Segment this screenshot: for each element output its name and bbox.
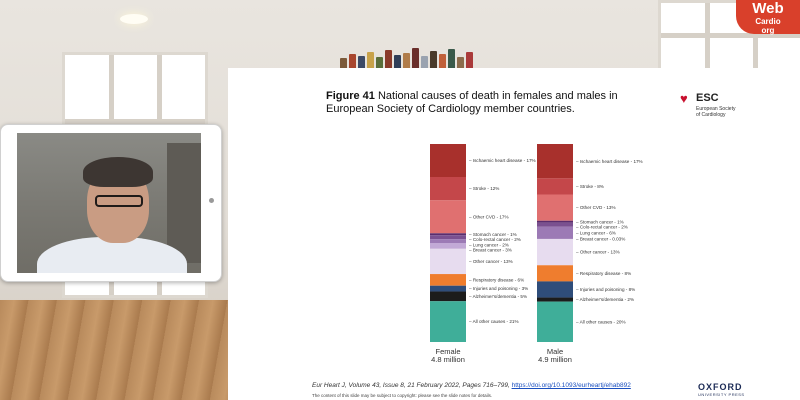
segment-label-female-10: – Alzheimer's/dementia - 5% — [469, 293, 528, 299]
bar-segment-male-11 — [537, 302, 573, 342]
bar-segment-female-8 — [430, 274, 466, 286]
figure-title-text: National causes of death in females and males in European Society of Cardiology member countries. — [326, 90, 618, 115]
bar-segment-male-1 — [537, 178, 573, 194]
figure-label: Figure 41 — [326, 90, 375, 102]
bar-segment-male-4 — [537, 223, 573, 227]
segment-label-female-6: – Breast cancer - 3% — [469, 247, 512, 253]
ceiling-lamp — [120, 14, 148, 24]
bar-segment-female-2 — [430, 200, 466, 233]
segment-label-male-4: – Colo-rectal cancer - 2% — [576, 224, 628, 230]
bookshelf-books — [340, 48, 490, 70]
category-name-male: Male — [546, 347, 564, 356]
segment-label-female-4: – Colo-rectal cancer - 2% — [469, 237, 521, 243]
segment-label-female-8: – Respiratory disease - 6% — [469, 277, 525, 283]
segment-label-male-5: – Lung cancer - 6% — [576, 230, 616, 236]
esc-logo-sub2: of Cardiology — [696, 112, 726, 118]
heart-icon: ♥ — [680, 91, 688, 106]
copyright-note: The content of this slide may be subject to copyright: please see the slide notes for details. — [312, 393, 493, 398]
segment-label-female-7: – Other cancer - 13% — [469, 259, 513, 265]
bar-segment-female-6 — [430, 243, 466, 249]
bar-segment-male-0 — [537, 144, 573, 178]
tablet-camera-icon — [209, 198, 214, 203]
speaker-glasses — [95, 195, 143, 207]
segment-label-male-7: – Other cancer - 13% — [576, 249, 620, 255]
segment-label-female-5: – Lung cancer - 2% — [469, 242, 509, 248]
citation-details: , Volume 43, Issue 8, 21 February 2022, Pages 716–799, — [344, 382, 512, 389]
stacked-bar-chart — [228, 68, 800, 368]
bar-segment-female-11 — [430, 301, 466, 342]
speaker-video-feed[interactable] — [17, 133, 201, 273]
bar-segment-female-9 — [430, 286, 466, 292]
bar-segment-male-7 — [537, 239, 573, 265]
video-tablet-frame — [0, 124, 222, 282]
webcardio-logo[interactable]: Web Cardio org — [736, 0, 800, 34]
segment-label-female-0: – Ischaemic heart disease - 17% — [469, 158, 536, 164]
bar-segment-male-9 — [537, 281, 573, 297]
oxford-logo-line2: UNIVERSITY PRESS — [698, 392, 745, 397]
bar-segment-male-2 — [537, 194, 573, 220]
bar-segment-female-4 — [430, 235, 466, 239]
segment-label-female-2: – Other CVD - 17% — [469, 214, 509, 220]
oxford-logo — [698, 382, 758, 397]
bar-segment-female-10 — [430, 292, 466, 302]
esc-logo-sub1: European Society — [696, 106, 736, 112]
bar-segment-female-7 — [430, 249, 466, 274]
citation-journal: Eur Heart J — [312, 382, 345, 389]
bar-segment-female-0 — [430, 144, 466, 177]
segment-label-male-9: – Injuries and poisoning - 8% — [576, 287, 636, 293]
segment-label-female-9: – Injuries and poisoning - 3% — [469, 286, 529, 292]
background-shelf — [167, 143, 201, 263]
segment-label-female-11: – All other causes - 21% — [469, 319, 519, 325]
bar-segment-female-1 — [430, 177, 466, 200]
wooden-floor — [0, 300, 230, 400]
segment-label-male-3: – Stomach cancer - 1% — [576, 219, 624, 225]
segment-label-male-11: – All other causes - 20% — [576, 319, 626, 325]
citation-doi-link[interactable]: https://doi.org/10.1093/eurheartj/ehab892 — [511, 382, 631, 389]
segment-label-female-1: – Stroke - 12% — [469, 186, 500, 192]
segment-label-male-8: – Respiratory disease - 8% — [576, 270, 632, 276]
category-total-male: 4.9 million — [538, 355, 572, 364]
speaker-hair — [83, 157, 153, 187]
segment-label-female-3: – Stomach cancer - 1% — [469, 231, 517, 237]
bar-segment-male-5 — [537, 227, 573, 239]
bar-segment-male-10 — [537, 298, 573, 302]
bar-segment-female-5 — [430, 239, 466, 243]
segment-label-male-6: – Breast cancer - 0.03% — [576, 236, 626, 242]
bar-segment-female-3 — [430, 233, 466, 235]
segment-label-male-10: – Alzheimer's/dementia - 2% — [576, 297, 635, 303]
segment-label-male-1: – Stroke - 8% — [576, 184, 604, 190]
esc-logo-name: ESC — [696, 92, 719, 104]
category-name-female: Female — [435, 347, 461, 356]
segment-label-male-2: – Other CVD - 13% — [576, 205, 616, 211]
presentation-slide — [228, 68, 800, 400]
category-total-female: 4.8 million — [431, 355, 465, 364]
segment-label-male-0: – Ischaemic heart disease - 17% — [576, 158, 643, 164]
bar-segment-male-8 — [537, 265, 573, 281]
oxford-logo-line1: OXFORD — [698, 382, 743, 392]
citation — [312, 382, 631, 389]
bar-segment-male-3 — [537, 221, 573, 223]
